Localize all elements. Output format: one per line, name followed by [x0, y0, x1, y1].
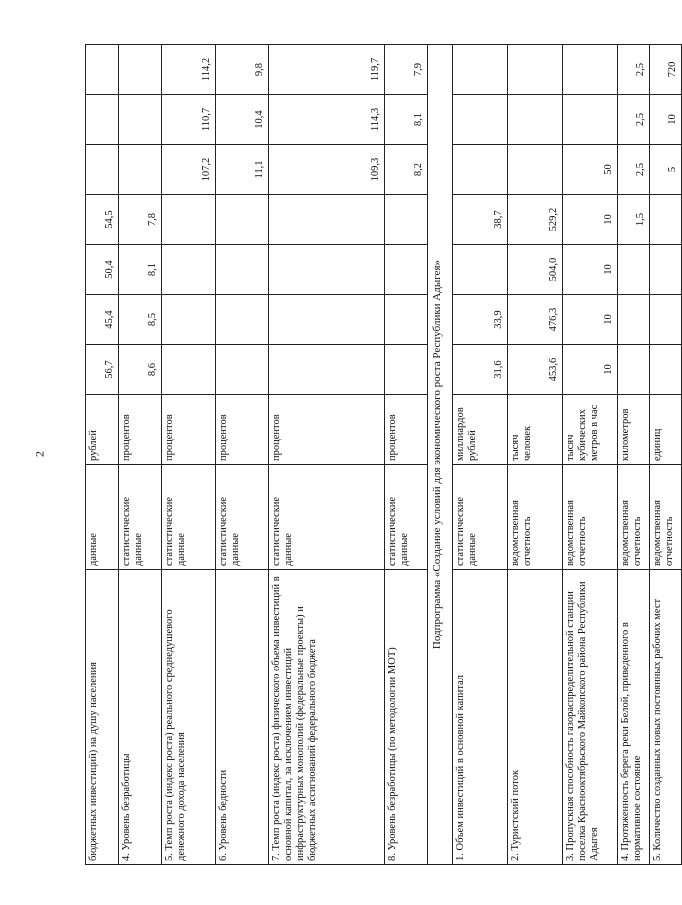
value-cell: 720	[650, 45, 682, 95]
value-cell	[269, 345, 385, 395]
indicator-name-cell: 1. Объем инвестиций в основной капитал	[453, 570, 508, 865]
value-cell	[385, 195, 428, 245]
value-cell: 8,1	[385, 95, 428, 145]
indicator-name-cell: 5. Количество созданных новых постоянных рабочих мест	[650, 570, 682, 865]
data-source-cell: ведомственная отчетность	[563, 465, 618, 570]
data-source-cell: статистические данные	[216, 465, 269, 570]
data-source-cell: статистические данные	[453, 465, 508, 570]
table-row	[216, 45, 269, 865]
unit-cell: миллиардов рублей	[453, 395, 508, 465]
value-cell	[453, 245, 508, 295]
value-cell	[508, 145, 563, 195]
indicator-name-cell: 4. Протяженность берега реки Белой, приведенного в нормативное состояние	[618, 570, 650, 865]
value-cell	[269, 295, 385, 345]
table-row	[119, 45, 162, 865]
value-cell	[119, 95, 162, 145]
value-cell: 2,5	[618, 45, 650, 95]
value-cell: 45,4	[86, 295, 119, 345]
table-row	[162, 45, 216, 865]
value-cell: 33,9	[453, 295, 508, 345]
value-cell	[385, 245, 428, 295]
data-source-cell: ведомственная отчетность	[650, 465, 682, 570]
value-cell: 10	[650, 95, 682, 145]
subprogram-title: Подпрограмма «Создание условий для экономического роста Республики Адыгея»	[428, 45, 453, 865]
value-cell: 109,3	[269, 145, 385, 195]
value-cell	[618, 345, 650, 395]
table-row	[86, 45, 119, 865]
value-cell	[563, 95, 618, 145]
value-cell: 56,7	[86, 345, 119, 395]
table-body-bottom	[453, 45, 682, 865]
value-cell: 54,5	[86, 195, 119, 245]
value-cell	[453, 145, 508, 195]
unit-cell: процентов	[385, 395, 428, 465]
indicators-table	[85, 44, 682, 865]
value-cell: 9,8	[216, 45, 269, 95]
indicator-name-cell: 4. Уровень безработицы	[119, 570, 162, 865]
value-cell	[508, 95, 563, 145]
value-cell: 7,9	[385, 45, 428, 95]
value-cell	[650, 195, 682, 245]
value-cell	[618, 245, 650, 295]
unit-cell: тысяч человек	[508, 395, 563, 465]
table-row	[618, 45, 650, 865]
subprogram-section	[428, 45, 453, 865]
value-cell	[385, 345, 428, 395]
value-cell: 5	[650, 145, 682, 195]
data-source-cell: статистические данные	[162, 465, 216, 570]
value-cell: 10	[563, 295, 618, 345]
data-source-cell: ведомственная отчетность	[618, 465, 650, 570]
table-row	[563, 45, 618, 865]
value-cell	[86, 95, 119, 145]
table-row	[269, 45, 385, 865]
value-cell: 107,2	[162, 145, 216, 195]
value-cell: 10	[563, 245, 618, 295]
value-cell: 8,5	[119, 295, 162, 345]
unit-cell: рублей	[86, 395, 119, 465]
value-cell: 119,7	[269, 45, 385, 95]
value-cell	[618, 295, 650, 345]
table-row	[508, 45, 563, 865]
rotated-page-frame	[85, 45, 678, 865]
value-cell	[650, 295, 682, 345]
value-cell	[162, 295, 216, 345]
value-cell	[86, 45, 119, 95]
data-source-cell: ведомственная отчетность	[508, 465, 563, 570]
data-source-cell: статистические данные	[269, 465, 385, 570]
value-cell	[162, 245, 216, 295]
indicator-name-cell: 7. Темп роста (индекс роста) физического объема инвестиций в основной капитал, за исключением инвестиций инфраструктурных монополий (федеральные проекты) и бюджетных ассигнований федерального бюджета	[269, 570, 385, 865]
value-cell: 8,1	[119, 245, 162, 295]
value-cell: 10	[563, 345, 618, 395]
indicator-name-cell: 8. Уровень безработицы (по методологии МОТ)	[385, 570, 428, 865]
subprogram-row	[428, 45, 453, 865]
value-cell	[119, 145, 162, 195]
indicator-name-cell: 5. Темп роста (индекс роста) реального среднедушевого денежного дохода населения	[162, 570, 216, 865]
unit-cell: километров	[618, 395, 650, 465]
value-cell	[269, 195, 385, 245]
value-cell	[453, 95, 508, 145]
value-cell: 8,6	[119, 345, 162, 395]
value-cell: 50,4	[86, 245, 119, 295]
value-cell	[650, 345, 682, 395]
value-cell	[119, 45, 162, 95]
unit-cell: процентов	[119, 395, 162, 465]
table-row	[650, 45, 682, 865]
value-cell: 504,0	[508, 245, 563, 295]
unit-cell: процентов	[216, 395, 269, 465]
value-cell: 31,6	[453, 345, 508, 395]
value-cell	[508, 45, 563, 95]
unit-cell: процентов	[162, 395, 216, 465]
unit-cell: тысяч кубических метров в час	[563, 395, 618, 465]
value-cell	[216, 345, 269, 395]
unit-cell: процентов	[269, 395, 385, 465]
table-row	[453, 45, 508, 865]
value-cell	[563, 45, 618, 95]
value-cell	[162, 345, 216, 395]
indicators-document	[85, 45, 678, 865]
page-number: 2	[32, 451, 47, 457]
value-cell	[86, 145, 119, 195]
value-cell	[216, 195, 269, 245]
value-cell	[269, 245, 385, 295]
indicator-name-cell: бюджетных инвестиций) на душу населения	[86, 570, 119, 865]
value-cell: 38,7	[453, 195, 508, 245]
value-cell: 2,5	[618, 145, 650, 195]
value-cell	[162, 195, 216, 245]
value-cell: 114,3	[269, 95, 385, 145]
value-cell: 529,2	[508, 195, 563, 245]
value-cell: 11,1	[216, 145, 269, 195]
value-cell: 476,3	[508, 295, 563, 345]
data-source-cell: статистические данные	[385, 465, 428, 570]
value-cell	[650, 245, 682, 295]
data-source-cell: статистические данные	[119, 465, 162, 570]
indicator-name-cell: 6. Уровень бедности	[216, 570, 269, 865]
unit-cell: единиц	[650, 395, 682, 465]
table-body-top	[86, 45, 428, 865]
value-cell: 2,5	[618, 95, 650, 145]
value-cell: 110,7	[162, 95, 216, 145]
value-cell: 50	[563, 145, 618, 195]
value-cell: 453,6	[508, 345, 563, 395]
value-cell: 114,2	[162, 45, 216, 95]
value-cell	[453, 45, 508, 95]
value-cell	[385, 295, 428, 345]
value-cell: 8,2	[385, 145, 428, 195]
data-source-cell: данные	[86, 465, 119, 570]
value-cell	[216, 245, 269, 295]
indicator-name-cell: 3. Пропускная способность газораспределительной станции поселка Краснооктябрьского Майкопского района Республики Адыгея	[563, 570, 618, 865]
value-cell: 10,4	[216, 95, 269, 145]
value-cell: 1,5	[618, 195, 650, 245]
indicator-name-cell: 2. Туристский поток	[508, 570, 563, 865]
value-cell: 7,8	[119, 195, 162, 245]
table-row	[385, 45, 428, 865]
value-cell	[216, 295, 269, 345]
value-cell: 10	[563, 195, 618, 245]
